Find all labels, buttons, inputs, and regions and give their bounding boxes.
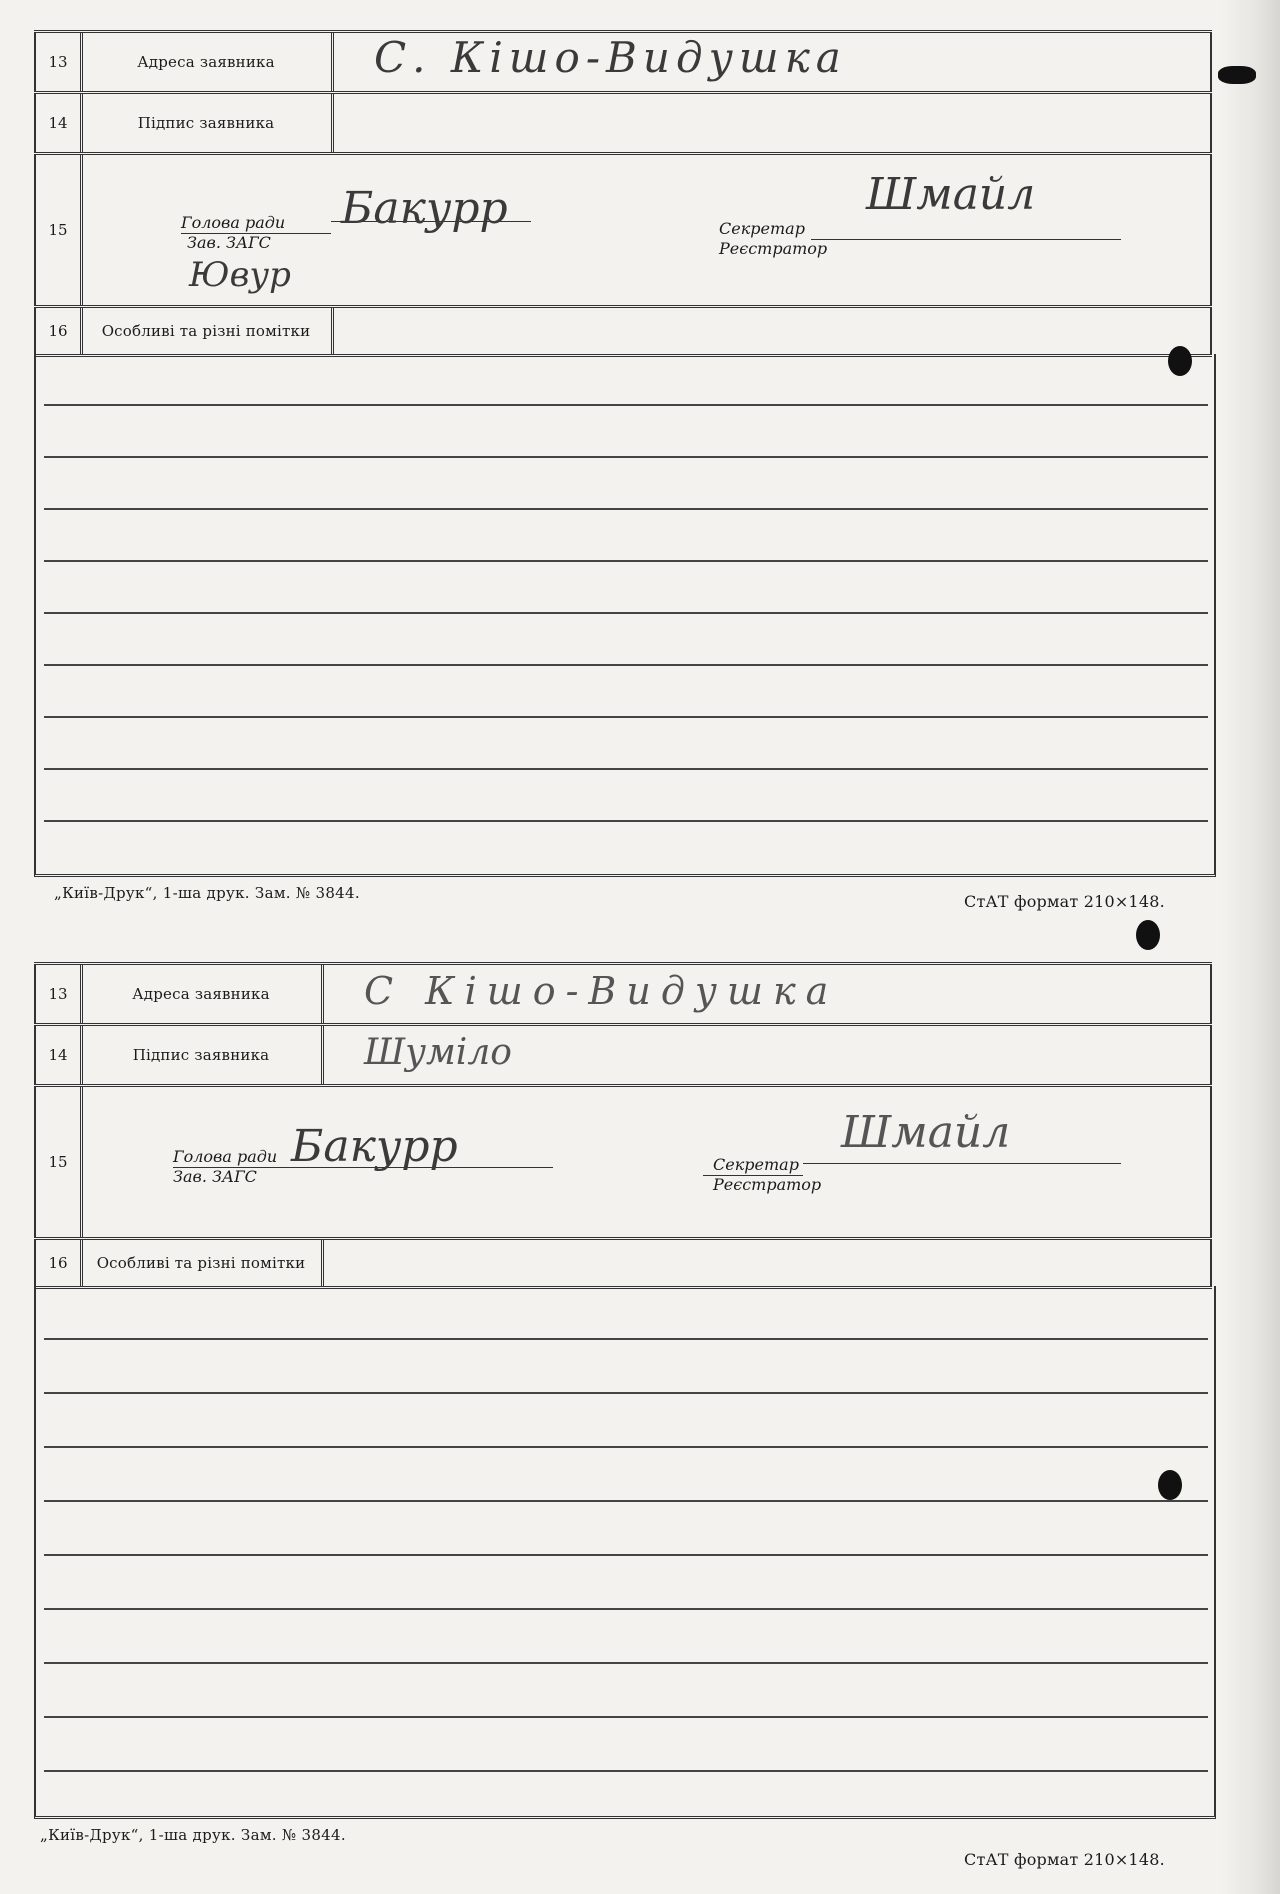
registry-head-label: Зав. ЗАГС xyxy=(173,1167,257,1186)
binding-hole xyxy=(1168,346,1192,376)
chairman-label: Голова ради xyxy=(173,1147,278,1166)
applicant-address-label: Адреса заявника xyxy=(81,33,334,91)
ruled-line xyxy=(44,404,1208,406)
top-form xyxy=(34,30,1212,911)
ruled-line xyxy=(44,664,1208,666)
page-edge-shadow xyxy=(1220,0,1280,1894)
ruled-line xyxy=(44,508,1208,510)
row-number: 13 xyxy=(34,965,83,1023)
notes-ruled-area xyxy=(34,1286,1216,1819)
row-14 xyxy=(34,91,1212,152)
ruled-line xyxy=(44,560,1208,562)
registry-head-label: Зав. ЗАГС xyxy=(187,233,271,252)
secretary-label: Секретар xyxy=(719,219,805,238)
secretary-signature: Шмайл xyxy=(841,1107,1011,1158)
applicant-address-field xyxy=(334,33,1212,91)
row-number: 14 xyxy=(34,94,83,152)
secretary-label: Секретар xyxy=(713,1155,799,1174)
notes-header-field xyxy=(334,308,1212,354)
registrar-underline xyxy=(703,1175,803,1176)
ruled-line xyxy=(44,1338,1208,1340)
ruled-line xyxy=(44,1770,1208,1772)
row-16 xyxy=(34,305,1212,357)
applicant-signature-label: Підпис заявника xyxy=(81,1026,324,1084)
row-number: 16 xyxy=(34,308,83,354)
row-16 xyxy=(34,1237,1212,1289)
row-number: 14 xyxy=(34,1026,83,1084)
ruled-line xyxy=(44,1662,1208,1664)
applicant-address-field xyxy=(324,965,1212,1023)
printer-imprint: „Київ-Друк“, 1-ша друк. Зам. № 3844. xyxy=(54,884,360,902)
row-13 xyxy=(34,962,1212,1023)
format-note: СтАТ формат 210×148. xyxy=(964,892,1165,911)
binding-hole xyxy=(1218,66,1256,84)
applicant-signature-field xyxy=(334,94,1212,152)
row-14 xyxy=(34,1023,1212,1084)
row-15 xyxy=(34,152,1212,305)
ruled-line xyxy=(44,1608,1208,1610)
applicant-signature: Шуміло xyxy=(364,1032,512,1073)
notes-label: Особливі та різні помітки xyxy=(81,308,334,354)
applicant-signature-label: Підпис заявника xyxy=(81,94,334,152)
ruled-line xyxy=(44,1500,1208,1502)
bottom-form xyxy=(34,962,1212,1869)
secretary-signature: Шмайл xyxy=(866,169,1036,220)
row-number: 15 xyxy=(34,1087,83,1237)
row-number: 13 xyxy=(34,33,83,91)
row-15 xyxy=(34,1084,1212,1237)
chairman-signature: Бакурр xyxy=(291,1121,458,1172)
secretary-signature-line xyxy=(803,1163,1121,1164)
ruled-line xyxy=(44,612,1208,614)
registrar-label: Реєстратор xyxy=(719,239,828,258)
signatures-area xyxy=(81,1087,1212,1237)
ruled-line xyxy=(44,1716,1208,1718)
chairman-signature-line xyxy=(181,233,331,234)
ruled-line xyxy=(44,1446,1208,1448)
signatures-area xyxy=(81,155,1212,305)
ruled-line xyxy=(44,1392,1208,1394)
registrar-label: Реєстратор xyxy=(713,1175,822,1194)
applicant-signature-field xyxy=(324,1026,1212,1084)
ruled-line xyxy=(44,820,1208,822)
ruled-line xyxy=(44,1554,1208,1556)
chairman-label: Голова ради xyxy=(181,213,286,232)
row-number: 15 xyxy=(34,155,83,305)
ruled-line xyxy=(44,768,1208,770)
row-13 xyxy=(34,30,1212,91)
applicant-address-handwriting: С. Кішо-Видушка xyxy=(374,33,847,82)
binding-hole xyxy=(1158,1470,1182,1500)
ruled-line xyxy=(44,456,1208,458)
row-number: 16 xyxy=(34,1240,83,1286)
applicant-address-label: Адреса заявника xyxy=(81,965,324,1023)
secretary-signature-line xyxy=(811,239,1121,240)
binding-hole xyxy=(1136,920,1160,950)
notes-label: Особливі та різні помітки xyxy=(81,1240,324,1286)
chairman-signature: Бакурр xyxy=(341,183,508,234)
applicant-address-handwriting: С Кішо-Видушка xyxy=(364,969,839,1013)
ruled-line xyxy=(44,716,1208,718)
extra-signature: Ювур xyxy=(189,255,291,295)
format-note: СтАТ формат 210×148. xyxy=(964,1850,1165,1869)
notes-ruled-area xyxy=(34,354,1216,877)
printer-imprint: „Київ-Друк“, 1-ша друк. Зам. № 3844. xyxy=(40,1826,346,1844)
notes-header-field xyxy=(324,1240,1212,1286)
